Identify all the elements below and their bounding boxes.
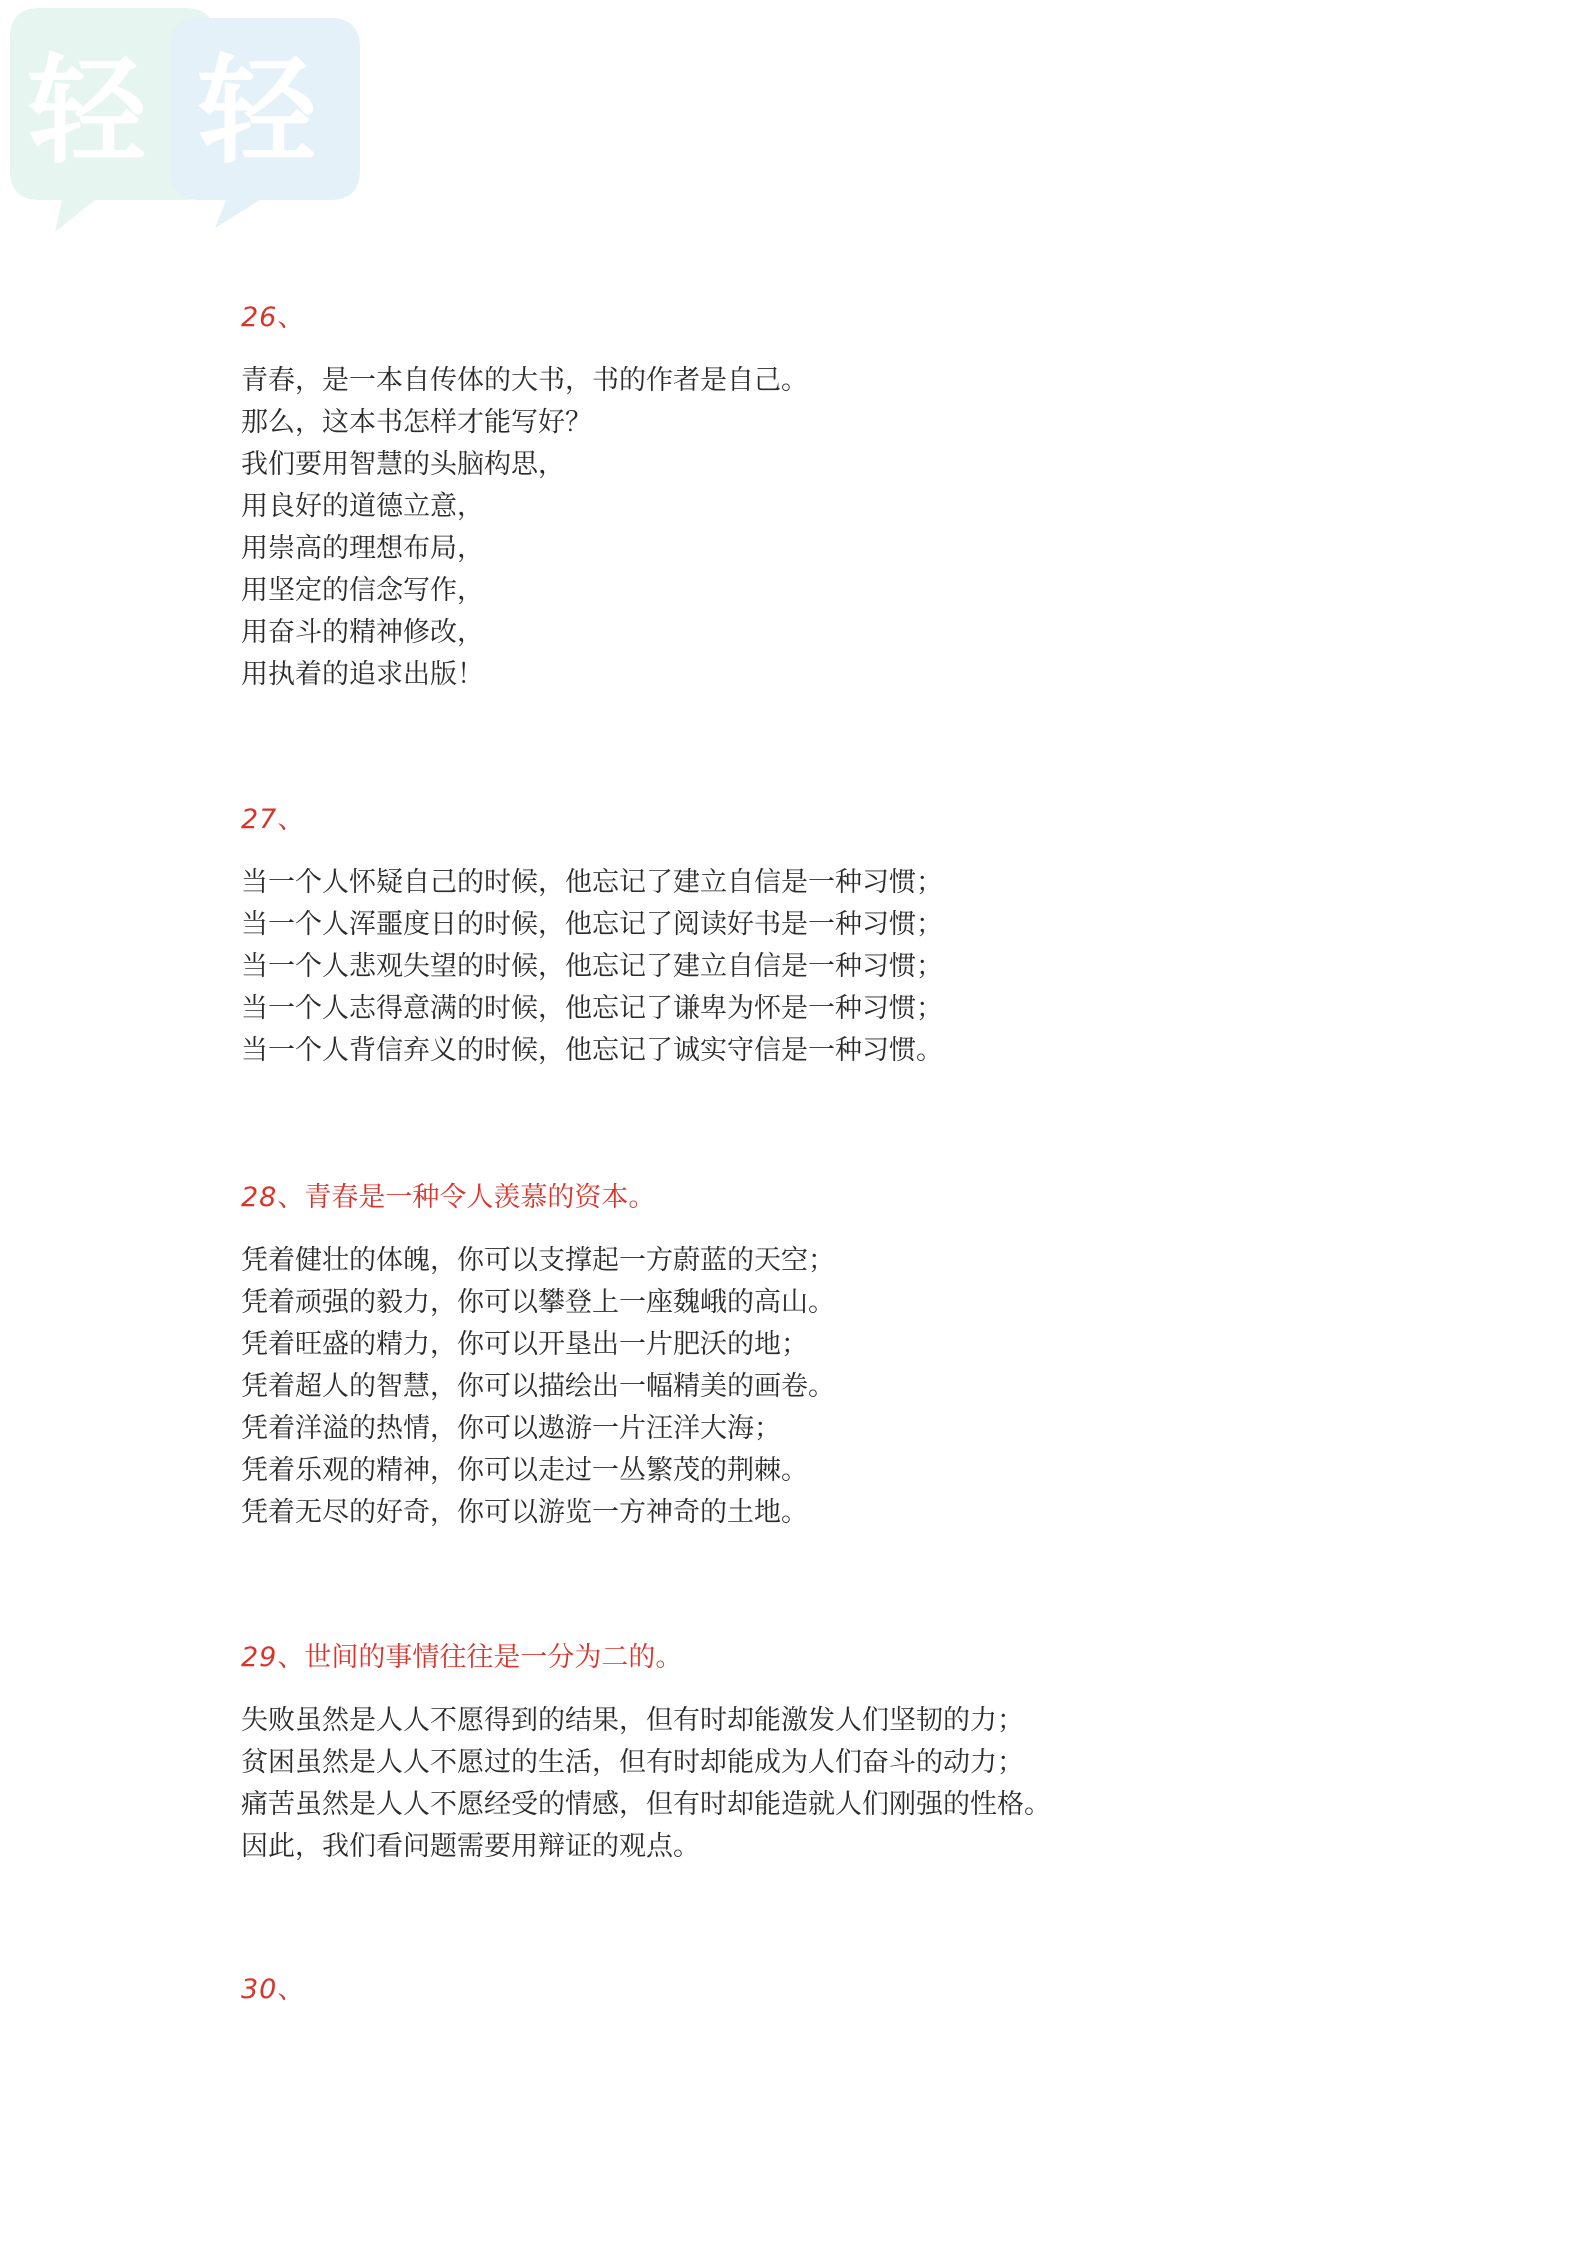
text-line: 凭着超人的智慧，你可以描绘出一幅精美的画卷。 xyxy=(241,1371,835,1402)
section-number: 30 xyxy=(241,1974,278,2005)
text-line: 凭着洋溢的热情，你可以遨游一片汪洋大海； xyxy=(241,1413,781,1444)
text-line: 用坚定的信念写作， xyxy=(241,575,484,606)
text-line: 凭着旺盛的精力，你可以开垦出一片肥沃的地； xyxy=(241,1329,808,1360)
separator: 、 xyxy=(277,804,305,835)
text-line: 当一个人怀疑自己的时候，他忘记了建立自信是一种习惯； xyxy=(241,867,943,898)
section-lines xyxy=(241,1240,1441,1534)
text-line: 凭着顽强的毅力，你可以攀登上一座魏峨的高山。 xyxy=(241,1287,835,1318)
text-line: 当一个人志得意满的时候，他忘记了谦卑为怀是一种习惯； xyxy=(241,993,943,1024)
text-line: 失败虽然是人人不愿得到的结果，但有时却能激发人们坚韧的力； xyxy=(241,1705,1024,1736)
logo-char-1: 轻 xyxy=(28,42,147,180)
text-line: 凭着无尽的好奇，你可以游览一方神奇的土地。 xyxy=(241,1497,808,1528)
section-lines xyxy=(241,862,1441,1072)
section-heading xyxy=(241,1972,1441,2008)
section-28 xyxy=(241,1180,1441,1534)
section-heading xyxy=(241,1640,1441,1676)
section-heading xyxy=(241,802,1441,838)
separator: 、 xyxy=(277,302,305,333)
section-heading xyxy=(241,300,1441,336)
section-number: 26 xyxy=(241,302,278,333)
text-line: 因此，我们看问题需要用辩证的观点。 xyxy=(241,1831,700,1862)
section-title: 青春是一种令人羡慕的资本。 xyxy=(304,1182,656,1213)
section-number: 28 xyxy=(241,1182,278,1213)
text-line: 当一个人悲观失望的时候，他忘记了建立自信是一种习惯； xyxy=(241,951,943,982)
section-30 xyxy=(241,1972,1441,2008)
text-line: 我们要用智慧的头脑构思， xyxy=(241,449,565,480)
text-line: 用执着的追求出版！ xyxy=(241,659,484,690)
section-26 xyxy=(241,300,1441,696)
separator: 、 xyxy=(277,1642,305,1673)
logo-char-2: 轻 xyxy=(198,42,317,180)
text-line: 凭着乐观的精神，你可以走过一丛繁茂的荆棘。 xyxy=(241,1455,808,1486)
section-27 xyxy=(241,802,1441,1072)
section-lines xyxy=(241,360,1441,696)
text-line: 当一个人背信弃义的时候，他忘记了诚实守信是一种习惯。 xyxy=(241,1035,943,1066)
section-29 xyxy=(241,1640,1441,1868)
section-number: 29 xyxy=(241,1642,278,1673)
text-line: 贫困虽然是人人不愿过的生活，但有时却能成为人们奋斗的动力； xyxy=(241,1747,1024,1778)
text-line: 青春，是一本自传体的大书，书的作者是自己。 xyxy=(241,365,808,396)
text-line: 当一个人浑噩度日的时候，他忘记了阅读好书是一种习惯； xyxy=(241,909,943,940)
text-line: 用奋斗的精神修改， xyxy=(241,617,484,648)
text-line: 凭着健壮的体魄，你可以支撑起一方蔚蓝的天空； xyxy=(241,1245,835,1276)
logo-watermark xyxy=(0,0,380,240)
text-line: 用良好的道德立意， xyxy=(241,491,484,522)
separator: 、 xyxy=(277,1974,305,2005)
separator: 、 xyxy=(277,1182,305,1213)
text-line: 那么，这本书怎样才能写好？ xyxy=(241,407,592,438)
section-heading xyxy=(241,1180,1441,1216)
section-number: 27 xyxy=(241,804,278,835)
section-lines xyxy=(241,1700,1441,1868)
text-line: 痛苦虽然是人人不愿经受的情感，但有时却能造就人们刚强的性格。 xyxy=(241,1789,1051,1820)
text-line: 用崇高的理想布局， xyxy=(241,533,484,564)
section-title: 世间的事情往往是一分为二的。 xyxy=(304,1642,683,1673)
